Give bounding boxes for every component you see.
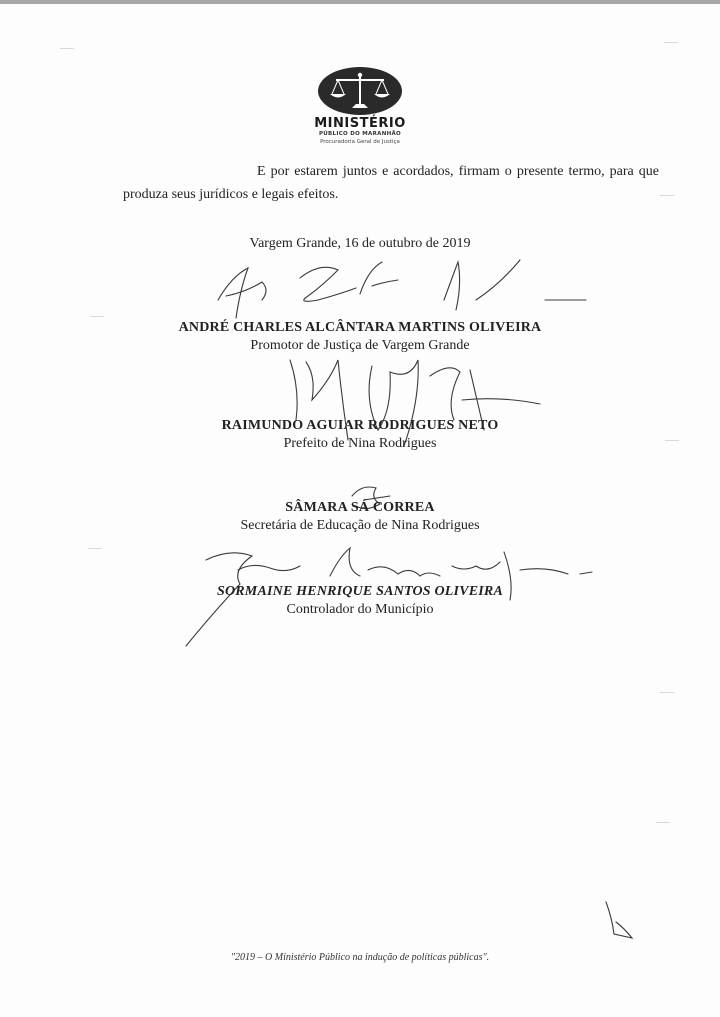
signatory-1-name: ANDRÉ CHARLES ALCÂNTARA MARTINS OLIVEIRA <box>178 320 542 335</box>
signatory-3-role: Secretária de Educação de Nina Rodrigues <box>240 518 480 533</box>
signatory-1-role: Promotor de Justiça de Vargem Grande <box>250 338 470 353</box>
scan-speck <box>665 440 679 441</box>
footer-motto: "2019 – O Ministério Público na indução de políticas públicas". <box>230 952 490 963</box>
scan-speck <box>660 195 674 196</box>
closing-paragraph <box>123 160 659 206</box>
top-border <box>0 0 720 4</box>
scan-speck <box>60 48 74 49</box>
scan-speck <box>88 548 102 549</box>
signatory-4-name: SORMAINE HENRIQUE SANTOS OLIVEIRA <box>216 584 504 599</box>
signatory-2-name: RAIMUNDO AGUIAR RODRIGUES NETO <box>221 418 499 433</box>
logo-title: MINISTÉRIO <box>314 116 406 131</box>
ministerio-publico-logo <box>300 66 420 152</box>
closing-paragraph-text: E por estarem juntos e acordados, firmam o presente termo, para que produza seus jurídicos e legais efeitos. <box>123 164 659 202</box>
signatory-3-name: SÂMARA SÁ CORREA <box>285 500 435 515</box>
place-and-date: Vargem Grande, 16 de outubro de 2019 <box>249 236 471 251</box>
scan-speck <box>90 316 104 317</box>
scales-of-justice-icon <box>300 66 420 118</box>
logo-caption: Procuradoria Geral de Justiça <box>320 139 400 145</box>
scan-speck <box>664 42 678 43</box>
scan-speck <box>660 692 674 693</box>
signatory-4-role: Controlador do Município <box>286 602 434 617</box>
scan-speck <box>656 822 670 823</box>
signatory-2-role: Prefeito de Nina Rodrigues <box>283 436 437 451</box>
logo-subtitle: PÚBLICO DO MARANHÃO <box>318 131 402 137</box>
